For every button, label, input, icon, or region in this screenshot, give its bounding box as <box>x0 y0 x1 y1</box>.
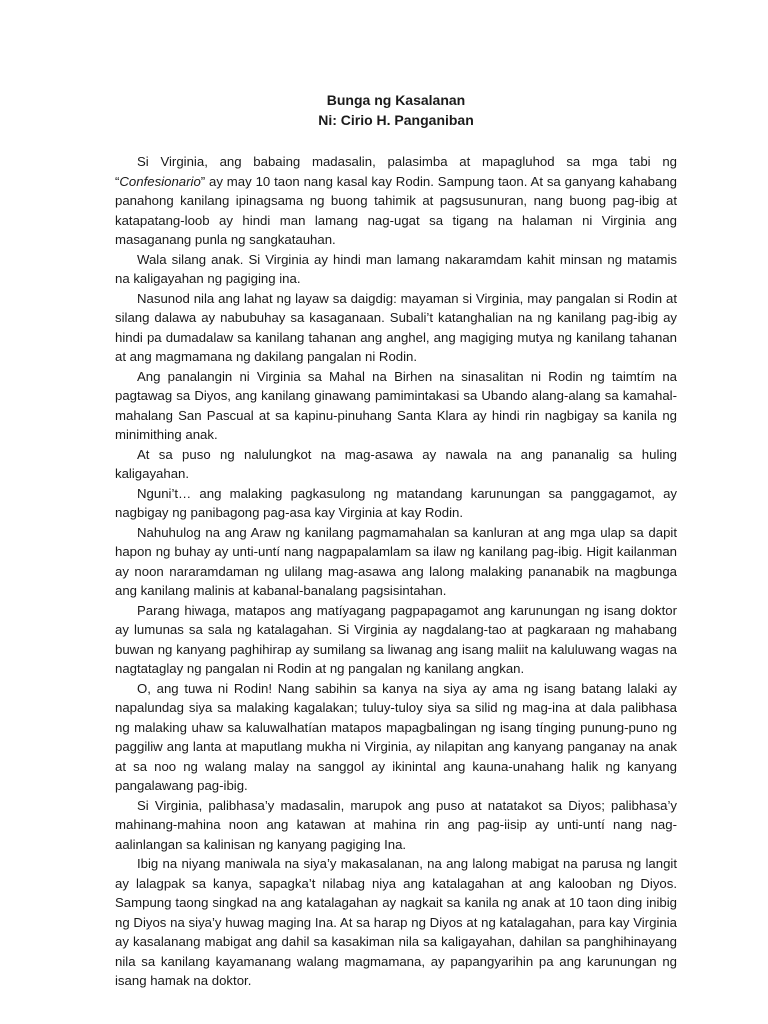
paragraph-8: Parang hiwaga, matapos ang matíyagang pagpapagamot ang karunungan ng isang doktor ay lumunas sa sala ng katalagahan. Si Virginia ay nagdalang-tao at pagkaraan ng mahabang buwan ng kanyang paghihirap ay sumilang sa liwanag ang isang maliit na kaluluwang wagas na nagtataglay ng pangalan ni Rodin at ng pangalan ng kanilang angkan. <box>115 602 677 676</box>
paragraph-3: Nasunod nila ang lahat ng layaw sa daigdig: mayaman si Virginia, may pangalan si Rodin at silang dalawa ay nabubuhay sa kasaganaan. Subali’t katanghalian na ng kanilang pag-ibig ay hindi pa dumadalaw sa kanilang tahanan ang anghel, ang magiging mutya ng kanilang tahanan at ang magmamana ng dakilang pangalan ni Rodin. <box>115 290 677 364</box>
paragraph-11: Ibig na niyang maniwala na siya’y makasalanan, na ang lalong mabigat na parusa ng langit ay lalagpak sa kanya, sapagka’t nilabag niya ang katalagahan at ang kalooban ng Diyos. Sampung taong singkad na ang katalagahan ay nagkait sa kanila ng anak at 10 taon ding inibig ng Diyos na siya’y huwag maging Ina. At sa harap ng Diyos at ng katalagahan, para kay Virginia ay kasalanang mabigat ang dahil sa kasakiman nila sa kaligayahan, dahilan sa panghihinayang nila sa kanilang kayamanang walang magmamana, ay papangyarihin pa ang karunungan ng isang hamak na doktor. <box>115 856 677 988</box>
paragraph-4: Ang panalangin ni Virginia sa Mahal na Birhen na sinasalitan ni Rodin ng taimtím na pagtawag sa Diyos, ang kanilang ginawang pamimintakasi sa Ubando alang-alang sa kamahal-mahalang San Pascual at sa kapinu-pinuhang Santa Klara ay hindi rin nagbigay sa kanila ng minimithing anak. <box>115 368 677 442</box>
document-page <box>115 90 677 991</box>
paragraph-5: At sa puso ng nalulungkot na mag-asawa ay nawala na ang pananalig sa huling kaligayahan. <box>115 446 677 481</box>
paragraph-10: Si Virginia, palibhasa’y madasalin, marupok ang puso at natatakot sa Diyos; palibhasa’y mahinang-mahina noon ang katawan at mahina rin ang pag-iisip ay unti-untí nang nag-aalinlangan sa kalinisan ng kanyang pagiging Ina. <box>115 797 677 852</box>
paragraph-9: O, ang tuwa ni Rodin! Nang sabihin sa kanya na siya ay ama ng isang batang lalaki ay napalundag siya sa malaking kagalakan; tuluy-tuloy siya sa silid ng mag-ina at dala palibhasa ng malaking uhaw sa kaluwalhatían matapos mapagbalingan ng isang tínging punung-puno ng paggiliw ang lanta at maputlang mukha ni Virginia, ay nilapitan ang kanyang panganay na anak at sa noo ng walang malay na sanggol ay ikinintal ang kauna-unahang halik ng kanyang pangalawang pag-ibig. <box>115 680 677 793</box>
paragraph-1-end: ” ay may 10 taon nang kasal kay Rodin. Sampung taon. At sa ganyang kahabang panahong kanilang ipinagsama ng buong tahimik at pagsusunuran, nang buong pag-ibig at katapatang-loob ay hindi man lamang nag-ugat sa tigang na halaman ni Virginia ang masaganang punla ng sangkatauhan. <box>115 173 677 247</box>
paragraph-1-start: Si Virginia, ang babaing madasalin, palasimba at mapagluhod sa mga tabi ng “ <box>115 154 677 189</box>
paragraph-2: Wala silang anak. Si Virginia ay hindi man lamang nakaramdam kahit minsan ng matamis na kaligayahan ng pagiging ina. <box>115 251 677 286</box>
confesionario-italic: Confesionario <box>119 173 201 189</box>
document-title: Bunga ng Kasalanan <box>326 92 466 108</box>
paragraph-1 <box>115 152 677 250</box>
paragraph-7: Nahuhulog na ang Araw ng kanilang pagmamahalan sa kanluran at ang mga ulap sa dapit hapon ng buhay ay unti-untí nang nagpapalamlam sa ilaw ng kanilang pag-ibig. Higit kailanman ay noon nararamdaman ng ulilang mag-asawa ang lalong malaking pananabik na magbunga ang kanilang malinis at kabanal-banalang pagsisintahan. <box>115 524 677 598</box>
document-author: Ni: Cirio H. Panganiban <box>318 112 474 128</box>
paragraph-6: Nguni’t… ang malaking pagkasulong ng matandang karunungan sa panggagamot, ay nagbigay ng panibagong pag-asa kay Virginia at kay Rodin. <box>115 485 677 520</box>
